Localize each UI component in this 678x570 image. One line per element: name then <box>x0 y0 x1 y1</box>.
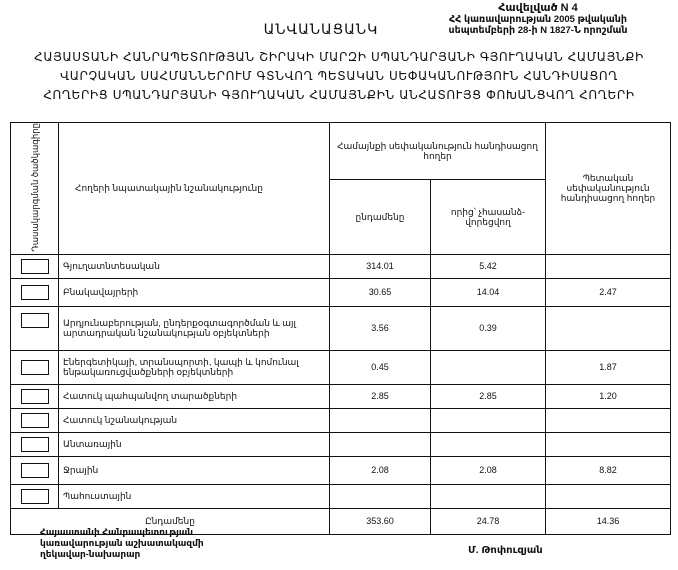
row-state <box>546 484 671 508</box>
row-state: 8.82 <box>546 456 671 484</box>
appendix-line-1: ՀՀ կառավարության 2005 թվականի <box>448 14 628 25</box>
code-box <box>21 360 49 375</box>
appendix-line-2: սեպտեմբերի 28-ի N 1827-Ն որոշման <box>448 25 628 36</box>
header-state <box>546 123 671 255</box>
row-unprivatized: 2.08 <box>431 456 546 484</box>
row-unprivatized: 0.39 <box>431 306 546 350</box>
totals-unprivatized: 24.78 <box>431 508 546 534</box>
header-community-group <box>330 123 546 180</box>
totals-total: 353.60 <box>330 508 431 534</box>
title-line-1: ՀԱՅԱՍՏԱՆԻ ՀԱՆՐԱՊԵՏՈՒԹՅԱՆ ՇԻՐԱԿԻ ՄԱՐԶԻ ՍՊԱՆԴԱՐՅԱՆԻ ԳՅՈՒՂԱԿԱՆ ՀԱՄԱՅՆՔԻ <box>34 50 644 64</box>
row-total: 314.01 <box>330 254 431 278</box>
row-total <box>330 408 431 432</box>
code-box <box>21 413 49 428</box>
row-total: 2.08 <box>330 456 431 484</box>
table-row <box>11 350 671 384</box>
code-box <box>21 389 49 404</box>
code-box <box>21 463 49 478</box>
row-total <box>330 432 431 456</box>
header-state-label: Պետական սեփականություն հանդիսացող հողեր <box>560 173 656 204</box>
header-code <box>11 123 59 255</box>
signer-line-1: Հայաստանի Հանրապետության <box>40 527 194 537</box>
annex-title: ԱՆՎԱՆԱՑԱՆԿ <box>263 22 379 38</box>
appendix-reference <box>418 3 658 36</box>
row-state: 1.87 <box>546 350 671 384</box>
header-purpose <box>59 123 330 255</box>
row-name: Բնակավայրերի <box>59 278 330 306</box>
row-name: Հատուկ պահպանվող տարածքների <box>59 384 330 408</box>
row-name: Ջրային <box>59 456 330 484</box>
row-state: 1.20 <box>546 384 671 408</box>
row-total: 2.85 <box>330 384 431 408</box>
row-state <box>546 306 671 350</box>
table-row <box>11 384 671 408</box>
row-state <box>546 408 671 432</box>
row-name: Արդյունաբերության, ընդերքօգտագործման և այլ արտադրական նշանակության օբյեկտների <box>59 306 330 350</box>
header-of-which-label: որից՝ չհասանձ-վորեցվող <box>450 206 526 227</box>
row-name: Անտառային <box>59 432 330 456</box>
signer-line-3: ղեկավար-նախարար <box>40 549 141 559</box>
signer-title <box>40 527 290 560</box>
table-row <box>11 432 671 456</box>
code-box <box>21 489 49 504</box>
row-unprivatized: 14.04 <box>431 278 546 306</box>
row-unprivatized <box>431 408 546 432</box>
table-row <box>11 456 671 484</box>
title-line-2: ՎԱՐՉԱԿԱՆ ՍԱՀՄԱՆՆԵՐՈՒՄ ԳՏՆՎՈՂ ՊԵՏԱԿԱՆ ՍԵՓԱԿԱՆՈՒԹՅՈՒՆ ՀԱՆԴԻՍԱՑՈՂ <box>60 69 618 83</box>
row-total: 0.45 <box>330 350 431 384</box>
totals-label: Ընդամենը <box>11 508 330 534</box>
header-total-label: ընդամենը <box>355 211 405 222</box>
header-of-which <box>431 179 546 254</box>
signature-name: Մ. Թոփուզյան <box>468 545 543 556</box>
signer-line-2: կառավարության աշխատակազմի <box>40 538 204 548</box>
row-total: 3.56 <box>330 306 431 350</box>
header-purpose-label: Հողերի նպատակային նշանակությունը <box>75 183 263 194</box>
row-total: 30.65 <box>330 278 431 306</box>
code-box <box>21 259 49 274</box>
row-state: 2.47 <box>546 278 671 306</box>
code-box <box>21 437 49 452</box>
table-row <box>11 408 671 432</box>
code-box <box>21 313 49 328</box>
appendix-number: Հավելված N 4 <box>498 2 578 14</box>
row-total <box>330 484 431 508</box>
row-unprivatized <box>431 432 546 456</box>
header-community-label: Համայնքի սեփականություն հանդիսացող հողեր <box>337 140 538 161</box>
header-code-label: Դասակարգման ծածկագիրը <box>29 123 40 252</box>
table-row <box>11 254 671 278</box>
land-table <box>10 122 671 535</box>
header-total <box>330 179 431 254</box>
row-state <box>546 254 671 278</box>
table-row <box>11 306 671 350</box>
row-name: Պահուստային <box>59 484 330 508</box>
title-line-3: ՀՈՂԵՐԻՑ ՍՊԱՆԴԱՐՅԱՆԻ ԳՅՈՒՂԱԿԱՆ ՀԱՄԱՅՆՔԻՆ ԱՆՀԱՏՈՒՅՑ ՓՈԽԱՆՑՎՈՂ ՀՈՂԵՐԻ <box>43 88 635 102</box>
row-name: Հատուկ նշանակության <box>59 408 330 432</box>
row-unprivatized: 2.85 <box>431 384 546 408</box>
table-row <box>11 484 671 508</box>
row-name: Գյուղատնտեսական <box>59 254 330 278</box>
code-box <box>21 285 49 300</box>
totals-state: 14.36 <box>546 508 671 534</box>
row-name: Էներգետիկայի, տրանսպորտի, կապի և կոմունալ ենթակառուցվածքների օբյեկտների <box>59 350 330 384</box>
row-state <box>546 432 671 456</box>
table-row <box>11 278 671 306</box>
document-title <box>0 48 678 105</box>
row-unprivatized: 5.42 <box>431 254 546 278</box>
row-unprivatized <box>431 484 546 508</box>
row-unprivatized <box>431 350 546 384</box>
